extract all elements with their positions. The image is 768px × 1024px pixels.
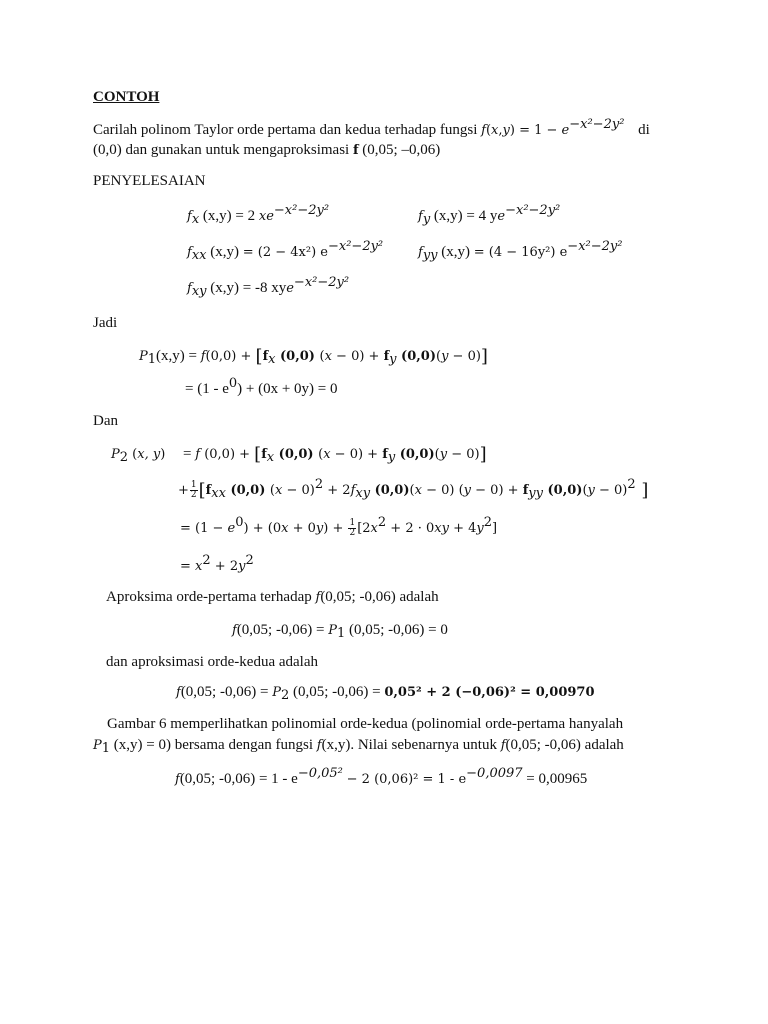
- derivative-fxy: $f_{xy}$ (x,y) = -8 xye$^{-x^2-2y^2}$: [187, 275, 350, 299]
- dan-label: Dan: [93, 413, 118, 429]
- p1-equation-line-2: = $(1 - e^0) + (0x + 0y) = 0$: [185, 376, 338, 397]
- first-order-equation: f(0,05; $-0,06) = P_1$ (0,05; -0,06) = 0: [232, 622, 448, 641]
- figure-paragraph-line-2: $P_1$ (x,y) = 0) bersama dengan fungsi f(x,y). Nilai sebenarnya untuk f(0,05; -0,06) adalah: [93, 737, 624, 756]
- problem-text: Carilah polinom Taylor orde pertama dan kedua terhadap fungsi: [93, 122, 478, 138]
- jadi-label: Jadi: [93, 315, 118, 331]
- problem-line-1: Carilah polinom Taylor orde pertama dan kedua terhadap fungsi $f(x,y) = 1 - e^{-x^2-2y^2}$ di: [93, 117, 650, 138]
- problem-exponent: −x²−2y²: [569, 117, 625, 132]
- second-order-equation: f(0,05; $-0,06) = P_2$ (0,05; -0,06) = 0,05² + 2 (−0,06)² = 0,00970: [176, 684, 595, 703]
- derivative-fyy: $f_{yy}$ (x,y) = (4 − 16y²) $e^{-x^2-2y^2}$: [418, 239, 623, 263]
- heading: CONTOH: [93, 89, 160, 105]
- derivative-fy: $f_y$ (x,y) = 4 $ye^{-x^2-2y^2}$: [418, 203, 561, 227]
- figure-paragraph-line-1: Gambar 6 memperlihatkan polinomial orde-kedua (polinomial orde-pertama hanyalah: [107, 716, 624, 732]
- problem-line-2: (0,0) dan gunakan untuk mengaproksimasi f (0,05; –0,06): [93, 142, 441, 158]
- p2-equation-line-4: = $x^2 + 2y^2$: [180, 553, 254, 574]
- actual-value-equation: f(0,05; $-0,06) = 1 - e^{-0,05^2} - 2$ $(0,06)^2 = 1 - e^{-0,0097} = 0,00965$: [175, 766, 588, 787]
- p2-equation-line-3: = $(1 - e^0) + (0x + 0y)$ + $\frac{1}{2}$ $[2x^2 + 2 \cdot 0xy + 4y^2]$: [180, 515, 498, 539]
- p1-equation-line-1: $P_1(x,y) = f(0,0) + [f_x$ (0,0) $(x - 0) + f_y$ (0,0)(y − 0)]: [139, 346, 488, 367]
- derivative-fxx: $f_{xx}$ (x,y) = (2 − 4x²) $e^{-x^2-2y^2}$: [187, 239, 384, 263]
- p2-equation-line-1: $P_2$ (x, y) = f $(0,0) + [f_x$ (0,0) $(x - 0) + f_y$ (0,0)(y − 0)]: [111, 444, 487, 465]
- problem-function: f: [481, 123, 486, 138]
- derivative-fx: $f_x$ (x,y) = 2 $xe^{-x^2-2y^2}$: [187, 203, 330, 227]
- second-order-text: dan aproksimasi orde-kedua adalah: [106, 654, 318, 670]
- problem-di: di: [638, 122, 650, 138]
- first-order-text: Aproksima orde-pertama terhadap f(0,05; -0,06) adalah: [106, 589, 439, 605]
- p2-equation-line-2: + $\frac{1}{2}$ [$f_{xx}$ (0,0) $(x - 0)^2 + 2f_{xy}$ (0,0)(x − 0) $(y - 0) + f_{yy}$ $(0,0)(y - 0)^2$ ]: [178, 477, 649, 501]
- solution-label: PENYELESAIAN: [93, 173, 206, 189]
